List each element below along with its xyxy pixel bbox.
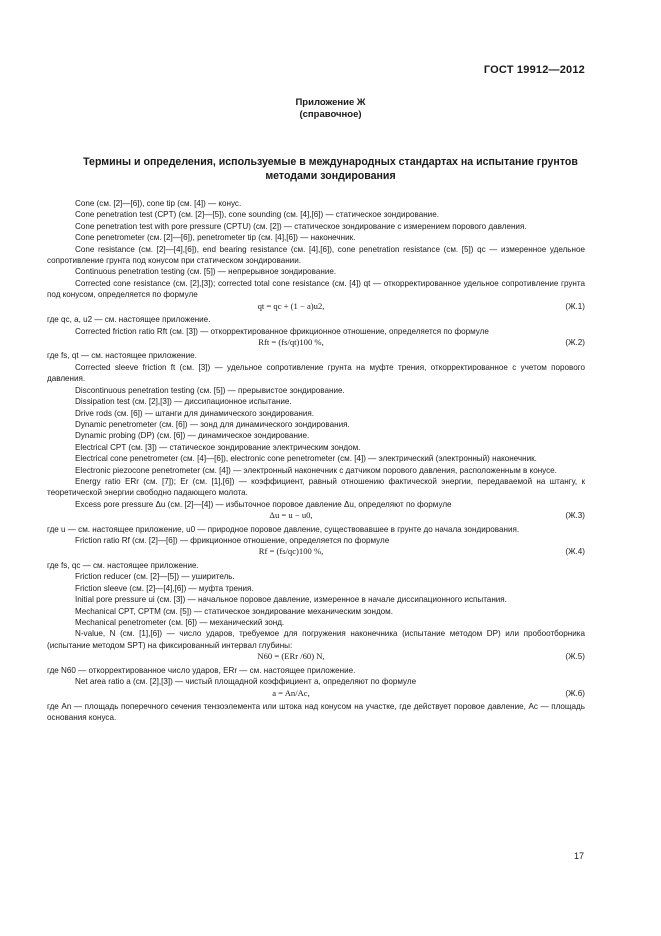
appendix-heading bbox=[0, 97, 661, 121]
term-paragraph: Energy ratio ERr (см. [7]); Er (см. [1],[6]) — коэффициент, равный отношению фактической энергии, передаваемой на штангу, к теоретической энергии свободно падающего молота. bbox=[47, 476, 585, 498]
section-title-line-1: Термины и определения, используемые в международных стандартах на испытание грунтов bbox=[83, 156, 578, 168]
legend-paragraph: где N60 — откорректированное число ударов, ERr — см. настоящее приложение. bbox=[47, 665, 356, 675]
formula-row bbox=[47, 688, 585, 702]
formula-number: (Ж.1) bbox=[565, 301, 585, 311]
term-paragraph: Dynamic penetrometer (см. [6]) — зонд для динамического зондирования. bbox=[75, 419, 350, 429]
section-title bbox=[60, 155, 601, 183]
term-paragraph: Discontinuous penetration testing (см. [5]) — прерывистое зондирование. bbox=[75, 385, 345, 395]
term-paragraph: Friction ratio Rf (см. [2]—[6]) — фрикционное отношение, определяется по формуле bbox=[75, 536, 390, 546]
term-paragraph: Corrected friction ratio Rft (см. [3]) — откорректированное фрикционное отношение, определяется по формуле bbox=[75, 326, 489, 336]
term-paragraph: Mechanical penetrometer (см. [6]) — механический зонд. bbox=[75, 618, 285, 627]
legend-paragraph: где u — см. настоящее приложение, u0 — природное поровое давление, существовавшее в грунте до начала зондирования. bbox=[47, 524, 520, 534]
term-paragraph: Electronic piezocone penetrometer (см. [4]) — электронный наконечник с датчиком порового давления, расположенным в конусе. bbox=[75, 465, 557, 475]
term-paragraph: Dynamic probing (DP) (см. [6]) — динамическое зондирование. bbox=[75, 431, 310, 441]
term-paragraph: Cone penetrometer (см. [2]—[6]), penetrometer tip (см. [4],[6]) — наконечник. bbox=[75, 233, 356, 243]
term-paragraph: Net area ratio a (см. [2],[3]) — чистый площадной коэффициент a, определяют по формуле bbox=[75, 677, 417, 687]
page-number: 17 bbox=[573, 851, 584, 861]
formula-row bbox=[47, 301, 585, 315]
formula-row bbox=[47, 546, 585, 560]
legend-paragraph: где An — площадь поперечного сечения тензоэлемента или штока над конусом на участке, где действует поровое давление, Aс — площадь основания конуса. bbox=[47, 702, 585, 723]
formula-number: (Ж.6) bbox=[565, 688, 585, 698]
formula: a = An/Aс, bbox=[272, 687, 310, 698]
formula: qt = qс + (1 − a)u2, bbox=[257, 300, 325, 311]
formula: Δu = u − u0, bbox=[269, 510, 313, 521]
term-paragraph: Corrected cone resistance (см. [2],[3]); corrected total cone resistance (см. [4]) qt — откорректированное удельное сопротивление грунта под конусом, определяется по формуле bbox=[47, 278, 585, 300]
terms-list bbox=[47, 198, 585, 724]
term-paragraph: Initial pore pressure ui (см. [3]) — начальное поровое давление, измеренное в начале диссипационного испытания. bbox=[75, 595, 507, 605]
formula-number: (Ж.4) bbox=[565, 547, 585, 557]
legend-paragraph: где fs, qс — см. настоящее приложение. bbox=[47, 560, 199, 570]
formula: Rft = (fs/qt)100 %, bbox=[258, 336, 324, 347]
term-paragraph: Dissipation test (см. [2],[3]) — диссипационное испытание. bbox=[75, 397, 292, 407]
term-paragraph: Electrical CPT (см. [3]) — статическое зондирование электрическим зондом. bbox=[75, 442, 361, 452]
standard-header: ГОСТ 19912—2012 bbox=[483, 64, 585, 76]
term-paragraph: Cone (см. [2]—[6]), cone tip (см. [4]) — конус. bbox=[75, 199, 242, 208]
term-paragraph: N-value, N (см. [1],[6]) — число ударов, требуемое для погружения наконечника (испытание методом DP) или пробоотборника (испытание методом SPT) на фиксированный интервал глубины: bbox=[47, 629, 585, 650]
section-title-line-2: методами зондирования bbox=[265, 170, 396, 182]
term-paragraph: Friction reducer (см. [2]—[5]) — уширитель. bbox=[75, 572, 235, 582]
formula-number: (Ж.5) bbox=[565, 652, 585, 662]
formula-row bbox=[47, 651, 585, 665]
appendix-subtitle: (справочное) bbox=[299, 109, 362, 120]
formula: Rf = (fs/qс)100 %, bbox=[258, 546, 324, 557]
term-paragraph: Corrected sleeve friction ft (см. [3]) — удельное сопротивление грунта на муфте трения, откорректированное с учетом порового давления. bbox=[47, 362, 585, 384]
term-paragraph: Excess pore pressure Δu (см. [2]—[4]) — избыточное поровое давление Δu, определяют по формуле bbox=[75, 499, 452, 509]
legend-paragraph: где fs, qt — см. настоящее приложение. bbox=[47, 351, 197, 361]
legend-paragraph: где qс, a, u2 — см. настоящее приложение. bbox=[47, 315, 211, 325]
term-paragraph: Friction sleeve (см. [2]—[4],[6]) — муфта трения. bbox=[75, 583, 254, 593]
term-paragraph: Drive rods (см. [6]) — штанги для динамического зондирования. bbox=[75, 408, 314, 418]
formula-row bbox=[47, 337, 585, 351]
term-paragraph: Cone penetration test with pore pressure (CPTU) (см. [2]) — статическое зондирование с измерением порового давления. bbox=[75, 221, 527, 231]
formula-number: (Ж.2) bbox=[565, 337, 585, 347]
formula-row bbox=[47, 510, 585, 524]
formula-number: (Ж.3) bbox=[565, 511, 585, 521]
appendix-title: Приложение Ж bbox=[295, 97, 366, 108]
term-paragraph: Continuous penetration testing (см. [5]) — непрерывное зондирование. bbox=[75, 267, 337, 277]
term-paragraph: Cone resistance (см. [2]—[4],[6]), end bearing resistance (см. [4],[6]), cone penetration resistance (см. [5]) qс — измеренное удельное сопротивление грунта под конусом при статическом зондировании. bbox=[47, 244, 585, 266]
term-paragraph: Electrical cone penetrometer (см. [4]—[6]), electronic cone penetrometer (см. [4]) — электрический (электронный) наконечник. bbox=[75, 454, 537, 464]
term-paragraph: Mechanical CPT, CPTM (см. [5]) — статическое зондирование механическим зондом. bbox=[75, 606, 393, 616]
formula: N60 = (ERr /60) N, bbox=[257, 651, 325, 662]
term-paragraph: Cone penetration test (CPT) (см. [2]—[5]), cone sounding (см. [4],[6]) — статическое зондирование. bbox=[75, 210, 439, 220]
